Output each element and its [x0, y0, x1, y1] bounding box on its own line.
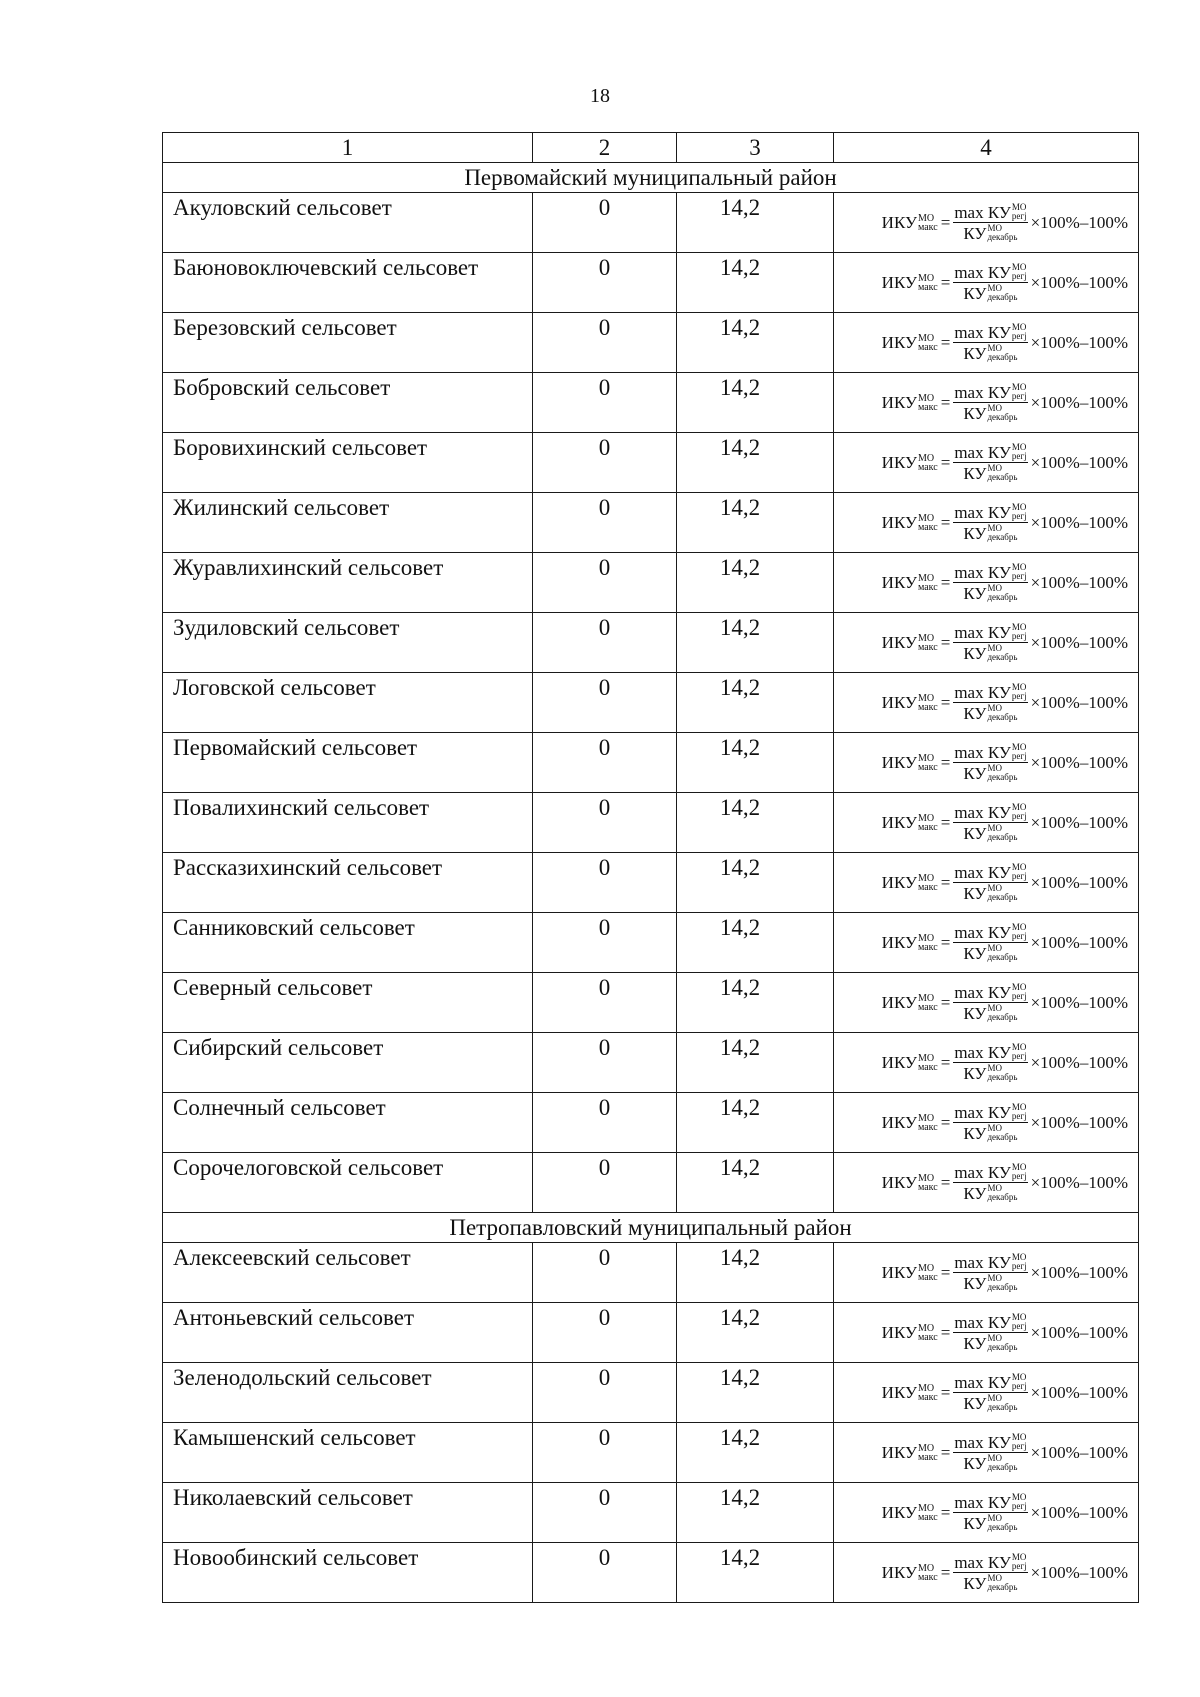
- settlement-name: Северный сельсовет: [163, 973, 533, 1033]
- formula-lhs: ИКУ МО макс: [881, 1052, 938, 1073]
- column-4-formula: [834, 313, 1139, 373]
- settlement-name: Логовской сельсовет: [163, 673, 533, 733]
- table-row: [163, 493, 1139, 553]
- column-4-formula: [834, 493, 1139, 553]
- column-4-formula: [834, 1153, 1139, 1213]
- column-2-value: 0: [533, 1033, 677, 1093]
- settlement-name: Алексеевский сельсовет: [163, 1243, 533, 1303]
- column-4-formula: [834, 973, 1139, 1033]
- table-row: [163, 853, 1139, 913]
- table-row: [163, 1543, 1139, 1603]
- table-row: [163, 553, 1139, 613]
- column-4-formula: [834, 1243, 1139, 1303]
- formula-fraction: max КУ МО регj КУ МО декабрь: [954, 862, 1027, 903]
- settlement-name: Рассказихинский сельсовет: [163, 853, 533, 913]
- formula-fraction: max КУ МО регj КУ МО декабрь: [954, 322, 1027, 363]
- table-row: [163, 193, 1139, 253]
- settlement-name: Бобровский сельсовет: [163, 373, 533, 433]
- header-cell-3: 3: [677, 133, 834, 163]
- table-row: [163, 613, 1139, 673]
- settlement-name: Березовский сельсовет: [163, 313, 533, 373]
- page-number: 18: [590, 85, 610, 107]
- column-3-value: 14,2: [677, 1033, 834, 1093]
- column-2-value: 0: [533, 1093, 677, 1153]
- column-3-value: 14,2: [677, 1363, 834, 1423]
- column-4-formula: [834, 1033, 1139, 1093]
- formula-lhs: ИКУ МО макс: [881, 1112, 938, 1133]
- formula-lhs: ИКУ МО макс: [881, 872, 938, 893]
- formula: ИКУ МО макс = max КУ МО регj КУ МО декабрь ×100%–100%: [881, 442, 1128, 483]
- formula-lhs: ИКУ МО макс: [881, 992, 938, 1013]
- column-2-value: 0: [533, 1303, 677, 1363]
- formula: ИКУ МО макс = max КУ МО регj КУ МО декабрь ×100%–100%: [881, 262, 1128, 303]
- column-2-value: 0: [533, 613, 677, 673]
- column-3-value: 14,2: [677, 313, 834, 373]
- formula-lhs: ИКУ МО макс: [881, 1502, 938, 1523]
- column-2-value: 0: [533, 1483, 677, 1543]
- column-4-formula: [834, 253, 1139, 313]
- formula-fraction: max КУ МО регj КУ МО декабрь: [954, 1492, 1027, 1533]
- formula: ИКУ МО макс = max КУ МО регj КУ МО декабрь ×100%–100%: [881, 862, 1128, 903]
- formula-fraction: max КУ МО регj КУ МО декабрь: [954, 922, 1027, 963]
- table-row: [163, 733, 1139, 793]
- column-2-value: 0: [533, 673, 677, 733]
- formula-lhs: ИКУ МО макс: [881, 632, 938, 653]
- column-3-value: 14,2: [677, 733, 834, 793]
- column-3-value: 14,2: [677, 433, 834, 493]
- column-3-value: 14,2: [677, 193, 834, 253]
- formula: ИКУ МО макс = max КУ МО регj КУ МО декабрь ×100%–100%: [881, 202, 1128, 243]
- formula: ИКУ МО макс = max КУ МО регj КУ МО декабрь ×100%–100%: [881, 742, 1128, 783]
- formula-lhs: ИКУ МО макс: [881, 1382, 938, 1403]
- table-row: [163, 313, 1139, 373]
- formula-lhs: ИКУ МО макс: [881, 572, 938, 593]
- table-row: [163, 673, 1139, 733]
- column-4-formula: [834, 193, 1139, 253]
- formula-lhs: ИКУ МО макс: [881, 932, 938, 953]
- column-3-value: 14,2: [677, 1543, 834, 1603]
- header-cell-2: 2: [533, 133, 677, 163]
- formula: ИКУ МО макс = max КУ МО регj КУ МО декабрь ×100%–100%: [881, 982, 1128, 1023]
- column-2-value: 0: [533, 253, 677, 313]
- formula-fraction: max КУ МО регj КУ МО декабрь: [954, 1252, 1027, 1293]
- settlement-name: Сорочелоговской сельсовет: [163, 1153, 533, 1213]
- formula-fraction: max КУ МО регj КУ МО декабрь: [954, 1552, 1027, 1593]
- column-3-value: 14,2: [677, 373, 834, 433]
- formula: ИКУ МО макс = max КУ МО регj КУ МО декабрь ×100%–100%: [881, 682, 1128, 723]
- formula-lhs: ИКУ МО макс: [881, 512, 938, 533]
- formula: ИКУ МО макс = max КУ МО регj КУ МО декабрь ×100%–100%: [881, 562, 1128, 603]
- formula: ИКУ МО макс = max КУ МО регj КУ МО декабрь ×100%–100%: [881, 1372, 1128, 1413]
- settlement-name: Николаевский сельсовет: [163, 1483, 533, 1543]
- column-3-value: 14,2: [677, 613, 834, 673]
- column-2-value: 0: [533, 493, 677, 553]
- formula-fraction: max КУ МО регj КУ МО декабрь: [954, 622, 1027, 663]
- column-4-formula: [834, 793, 1139, 853]
- settlement-name: Новообинский сельсовет: [163, 1543, 533, 1603]
- settlement-name: Жилинский сельсовет: [163, 493, 533, 553]
- column-2-value: 0: [533, 1543, 677, 1603]
- formula-fraction: max КУ МО регj КУ МО декабрь: [954, 382, 1027, 423]
- column-3-value: 14,2: [677, 493, 834, 553]
- column-2-value: 0: [533, 1423, 677, 1483]
- settlement-name: Камышенский сельсовет: [163, 1423, 533, 1483]
- table-row: [163, 253, 1139, 313]
- table-row: [163, 1303, 1139, 1363]
- column-3-value: 14,2: [677, 553, 834, 613]
- table-body: [163, 133, 1139, 1603]
- formula-fraction: max КУ МО регj КУ МО декабрь: [954, 1372, 1027, 1413]
- column-4-formula: [834, 673, 1139, 733]
- column-4-formula: [834, 1423, 1139, 1483]
- column-2-value: 0: [533, 313, 677, 373]
- formula-lhs: ИКУ МО макс: [881, 1262, 938, 1283]
- formula-lhs: ИКУ МО макс: [881, 812, 938, 833]
- table-row: [163, 1423, 1139, 1483]
- formula: ИКУ МО макс = max КУ МО регj КУ МО декабрь ×100%–100%: [881, 1432, 1128, 1473]
- formula-fraction: max КУ МО регj КУ МО декабрь: [954, 802, 1027, 843]
- formula: ИКУ МО макс = max КУ МО регj КУ МО декабрь ×100%–100%: [881, 322, 1128, 363]
- formula: ИКУ МО макс = max КУ МО регj КУ МО декабрь ×100%–100%: [881, 1492, 1128, 1533]
- column-3-value: 14,2: [677, 1093, 834, 1153]
- settlement-name: Первомайский сельсовет: [163, 733, 533, 793]
- table-row: [163, 1483, 1139, 1543]
- formula: ИКУ МО макс = max КУ МО регj КУ МО декабрь ×100%–100%: [881, 1252, 1128, 1293]
- section-title: Первомайский муниципальный район: [163, 163, 1139, 193]
- column-3-value: 14,2: [677, 253, 834, 313]
- column-2-value: 0: [533, 733, 677, 793]
- column-2-value: 0: [533, 433, 677, 493]
- formula-lhs: ИКУ МО макс: [881, 752, 938, 773]
- column-3-value: 14,2: [677, 853, 834, 913]
- formula-fraction: max КУ МО регj КУ МО декабрь: [954, 1312, 1027, 1353]
- column-2-value: 0: [533, 373, 677, 433]
- formula: ИКУ МО макс = max КУ МО регj КУ МО декабрь ×100%–100%: [881, 802, 1128, 843]
- settlement-name: Солнечный сельсовет: [163, 1093, 533, 1153]
- formula-fraction: max КУ МО регj КУ МО декабрь: [954, 1162, 1027, 1203]
- settlement-name: Баюновоключевский сельсовет: [163, 253, 533, 313]
- table-row: [163, 1153, 1139, 1213]
- table-row: [163, 1033, 1139, 1093]
- column-2-value: 0: [533, 1363, 677, 1423]
- column-4-formula: [834, 913, 1139, 973]
- section-header-row: [163, 1213, 1139, 1243]
- header-cell-4: 4: [834, 133, 1139, 163]
- column-3-value: 14,2: [677, 793, 834, 853]
- formula-fraction: max КУ МО регj КУ МО декабрь: [954, 742, 1027, 783]
- formula: ИКУ МО макс = max КУ МО регj КУ МО декабрь ×100%–100%: [881, 622, 1128, 663]
- column-3-value: 14,2: [677, 1303, 834, 1363]
- column-4-formula: [834, 373, 1139, 433]
- settlement-name: Журавлихинский сельсовет: [163, 553, 533, 613]
- column-2-value: 0: [533, 1243, 677, 1303]
- column-3-value: 14,2: [677, 1483, 834, 1543]
- formula-fraction: max КУ МО регj КУ МО декабрь: [954, 1432, 1027, 1473]
- formula: ИКУ МО макс = max КУ МО регj КУ МО декабрь ×100%–100%: [881, 922, 1128, 963]
- header-cell-1: 1: [163, 133, 533, 163]
- column-4-formula: [834, 433, 1139, 493]
- table-row: [163, 1093, 1139, 1153]
- column-3-value: 14,2: [677, 1423, 834, 1483]
- formula-fraction: max КУ МО регj КУ МО декабрь: [954, 982, 1027, 1023]
- column-3-value: 14,2: [677, 1243, 834, 1303]
- column-2-value: 0: [533, 793, 677, 853]
- table-row: [163, 373, 1139, 433]
- column-2-value: 0: [533, 1153, 677, 1213]
- column-4-formula: [834, 1363, 1139, 1423]
- section-title: Петропавловский муниципальный район: [163, 1213, 1139, 1243]
- settlement-name: Зудиловский сельсовет: [163, 613, 533, 673]
- formula: ИКУ МО макс = max КУ МО регj КУ МО декабрь ×100%–100%: [881, 382, 1128, 423]
- column-3-value: 14,2: [677, 1153, 834, 1213]
- formula-lhs: ИКУ МО макс: [881, 1172, 938, 1193]
- column-4-formula: [834, 733, 1139, 793]
- column-4-formula: [834, 1483, 1139, 1543]
- column-2-value: 0: [533, 973, 677, 1033]
- settlement-name: Антоньевский сельсовет: [163, 1303, 533, 1363]
- formula-lhs: ИКУ МО макс: [881, 452, 938, 473]
- settlement-name: Санниковский сельсовет: [163, 913, 533, 973]
- column-2-value: 0: [533, 853, 677, 913]
- formula-lhs: ИКУ МО макс: [881, 272, 938, 293]
- column-2-value: 0: [533, 913, 677, 973]
- formula-fraction: max КУ МО регj КУ МО декабрь: [954, 1042, 1027, 1083]
- table-row: [163, 1363, 1139, 1423]
- settlement-name: Акуловский сельсовет: [163, 193, 533, 253]
- formula-fraction: max КУ МО регj КУ МО декабрь: [954, 262, 1027, 303]
- formula-fraction: max КУ МО регj КУ МО декабрь: [954, 1102, 1027, 1143]
- formula: ИКУ МО макс = max КУ МО регj КУ МО декабрь ×100%–100%: [881, 502, 1128, 543]
- formula: ИКУ МО макс = max КУ МО регj КУ МО декабрь ×100%–100%: [881, 1312, 1128, 1353]
- column-4-formula: [834, 853, 1139, 913]
- formula-fraction: max КУ МО регj КУ МО декабрь: [954, 562, 1027, 603]
- formula-lhs: ИКУ МО макс: [881, 392, 938, 413]
- formula-fraction: max КУ МО регj КУ МО декабрь: [954, 442, 1027, 483]
- formula: ИКУ МО макс = max КУ МО регj КУ МО декабрь ×100%–100%: [881, 1162, 1128, 1203]
- data-table: [162, 132, 1139, 1603]
- table-row: [163, 1243, 1139, 1303]
- column-2-value: 0: [533, 553, 677, 613]
- formula-lhs: ИКУ МО макс: [881, 1562, 938, 1583]
- column-3-value: 14,2: [677, 673, 834, 733]
- settlement-name: Зеленодольский сельсовет: [163, 1363, 533, 1423]
- formula-lhs: ИКУ МО макс: [881, 212, 938, 233]
- formula-lhs: ИКУ МО макс: [881, 1442, 938, 1463]
- formula-fraction: max КУ МО регj КУ МО декабрь: [954, 682, 1027, 723]
- formula-fraction: max КУ МО регj КУ МО декабрь: [954, 202, 1027, 243]
- table-row: [163, 793, 1139, 853]
- column-4-formula: [834, 553, 1139, 613]
- formula-lhs: ИКУ МО макс: [881, 692, 938, 713]
- settlement-name: Сибирский сельсовет: [163, 1033, 533, 1093]
- formula: ИКУ МО макс = max КУ МО регj КУ МО декабрь ×100%–100%: [881, 1042, 1128, 1083]
- column-2-value: 0: [533, 193, 677, 253]
- settlement-name: Боровихинский сельсовет: [163, 433, 533, 493]
- formula-lhs: ИКУ МО макс: [881, 332, 938, 353]
- column-3-value: 14,2: [677, 913, 834, 973]
- column-4-formula: [834, 1303, 1139, 1363]
- formula: ИКУ МО макс = max КУ МО регj КУ МО декабрь ×100%–100%: [881, 1102, 1128, 1143]
- table-row: [163, 973, 1139, 1033]
- column-3-value: 14,2: [677, 973, 834, 1033]
- column-4-formula: [834, 613, 1139, 673]
- table-row: [163, 913, 1139, 973]
- column-4-formula: [834, 1543, 1139, 1603]
- header-row: [163, 133, 1139, 163]
- formula-fraction: max КУ МО регj КУ МО декабрь: [954, 502, 1027, 543]
- settlement-name: Повалихинский сельсовет: [163, 793, 533, 853]
- formula: ИКУ МО макс = max КУ МО регj КУ МО декабрь ×100%–100%: [881, 1552, 1128, 1593]
- formula-lhs: ИКУ МО макс: [881, 1322, 938, 1343]
- section-header-row: [163, 163, 1139, 193]
- table-row: [163, 433, 1139, 493]
- column-4-formula: [834, 1093, 1139, 1153]
